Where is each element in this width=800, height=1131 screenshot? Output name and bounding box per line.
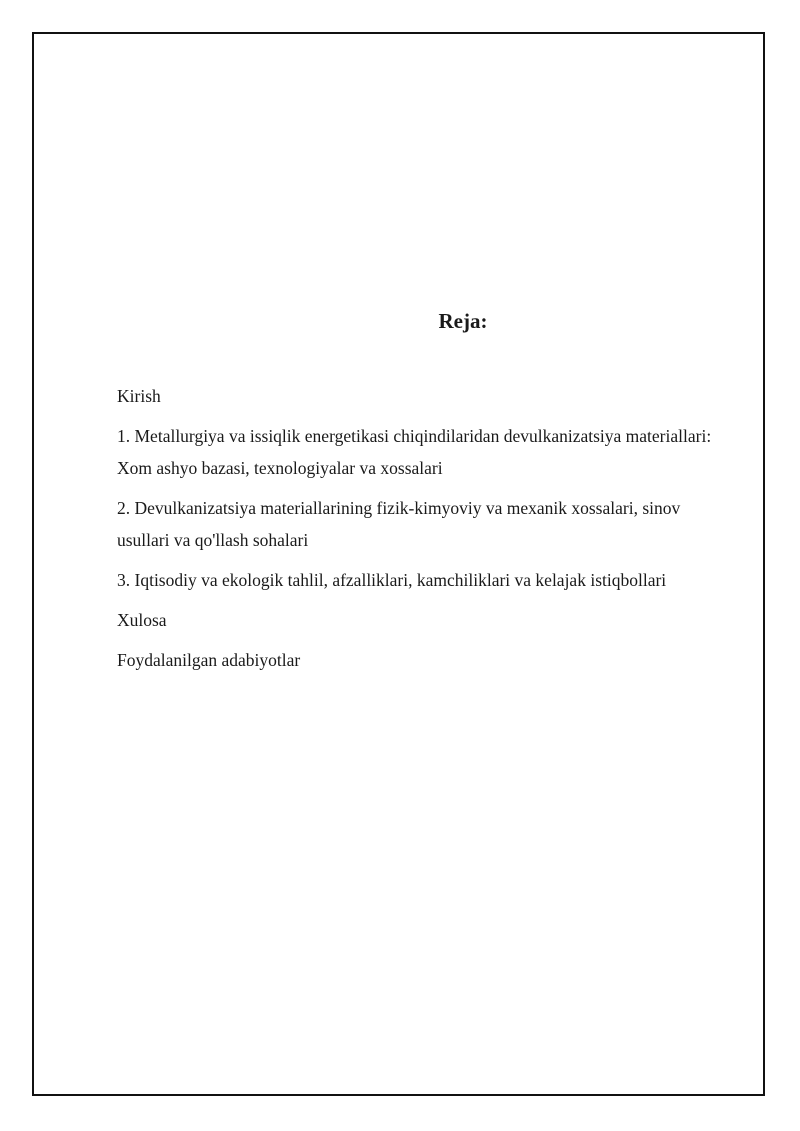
plan-item-introduction: Kirish [117, 386, 161, 406]
plan-item-conclusion: Xulosa [117, 610, 167, 630]
page-title: Reja: [438, 309, 488, 333]
page-frame [32, 32, 765, 1096]
plan-item-references: Foydalanilgan adabiyotlar [117, 650, 301, 670]
plan-item-section-3: 3. Iqtisodiy va ekologik tahlil, afzalliklari, kamchiliklari va kelajak istiqbollari [117, 570, 667, 590]
plan-list [117, 380, 737, 684]
plan-item-section-1: 1. Metallurgiya va issiqlik energetikasi chiqindilaridan devulkanizatsiya materiallari: Xom ashyo bazasi, texnologiyalar va xossalari [117, 426, 712, 478]
plan-item-section-2: 2. Devulkanizatsiya materiallarining fizik-kimyoviy va mexanik xossalari, sinov usullari va qo'llash sohalari [117, 498, 681, 550]
